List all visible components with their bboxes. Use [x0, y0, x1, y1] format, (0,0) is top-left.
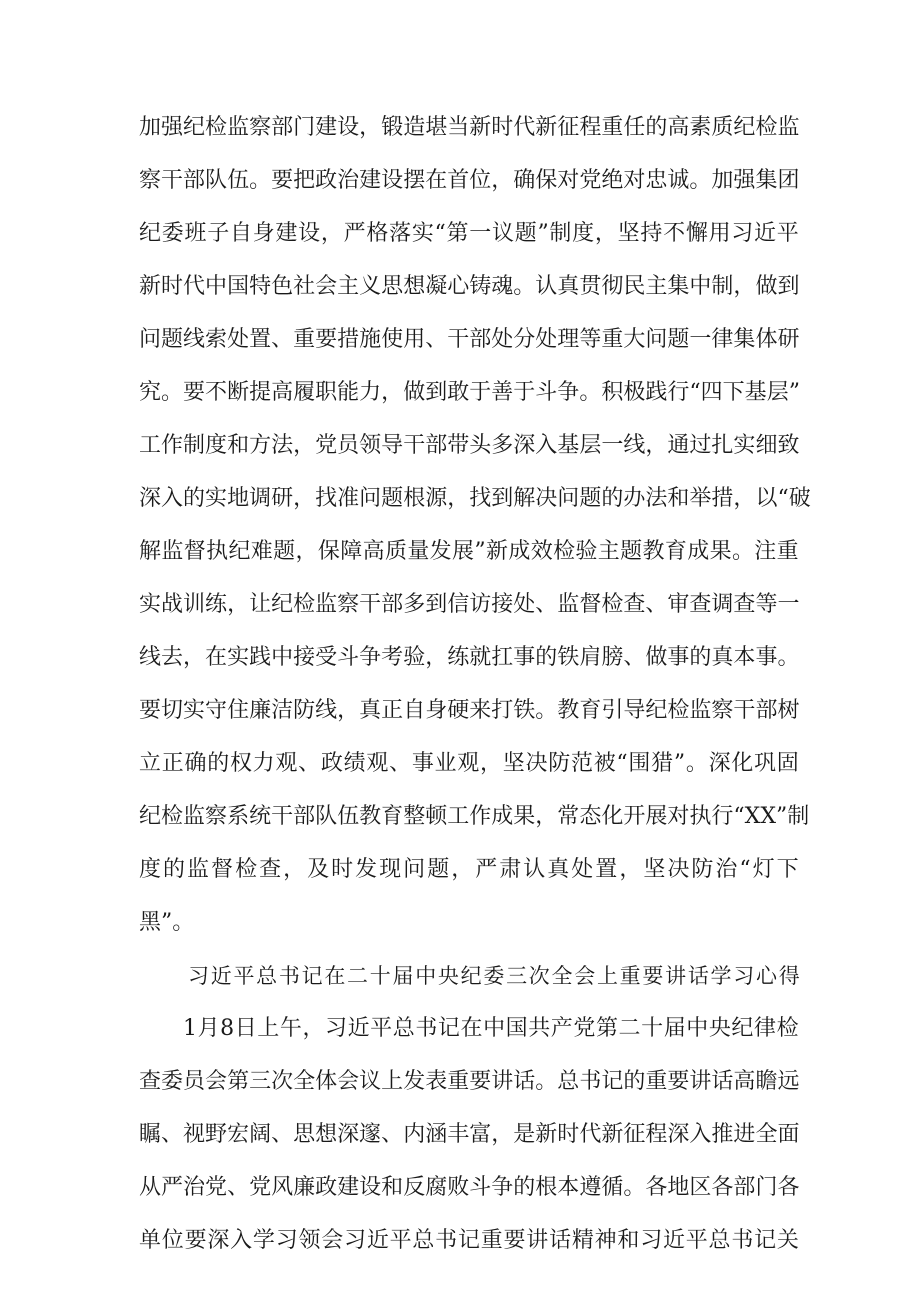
paragraph-1-line-10: 实 战 训 练 ， 让 纪 检 监 察 干 部 多 到 信 访 接 处 、 监 督 检 查 、 审 查 调 查 等 一 [139, 592, 800, 617]
paragraph-1-line-1: 加 强 纪 检 监 察 部 门 建 设 ， 锻 造 堪 当 新 时 代 新 征 程 重 任 的 高 素 质 纪 检 监 [139, 115, 800, 140]
paragraph-2-line-3: 瞩 、 视 野 宏 阔 、 思 想 深 邃 、 内 涵 丰 富 ， 是 新 时 代 新 征 程 深 入 推 进 全 面 [139, 1122, 800, 1147]
paragraph-1-line-7: 工 作 制 度 和 方 法 ， 党 员 领 导 干 部 带 头 多 深 入 基 层 一 线 ， 通 过 扎 实 细 致 [139, 433, 800, 458]
section-heading: 习 近 平 总 书 记 在 二 十 届 中 央 纪 委 三 次 全 会 上 重 要 讲 话 学 习 心 得 [188, 964, 800, 988]
paragraph-1-line-16: 黑”。 [139, 910, 195, 935]
paragraph-1-line-9: 解 监 督 执 纪 难 题 ， 保 障 高 质 量 发 展 ” 新 成 效 检 验 主 题 教 育 成 果 。 注 重 [139, 539, 799, 564]
paragraph-1-line-2: 察 干 部 队 伍 。 要 把 政 治 建 设 摆 在 首 位 ， 确 保 对 党 绝 对 忠 诚 。 加 强 集 团 [139, 168, 800, 193]
paragraph-1-line-12: 要 切 实 守 住 廉 洁 防 线 ， 真 正 自 身 硬 来 打 铁 。 教 育 引 导 纪 检 监 察 干 部 树 [139, 698, 800, 723]
paragraph-1-line-3: 纪 委 班 子 自 身 建 设 ， 严 格 落 实 “ 第 一 议 题 ” 制 度 ， 坚 持 不 懈 用 习 近 平 [139, 221, 799, 246]
paragraph-1-line-15: 度 的 监 督 检 查 ， 及 时 发 现 问 题 ， 严 肃 认 真 处 置 ， 坚 决 防 治 “ 灯 下 [139, 857, 799, 882]
paragraph-1-line-14: 纪 检 监 察 系 统 干 部 队 伍 教 育 整 顿 工 作 成 果 ， 常 态 化 开 展 对 执 行 “ X X ” 制 [139, 804, 810, 829]
paragraph-1-line-8: 深 入 的 实 地 调 研 ， 找 准 问 题 根 源 ， 找 到 解 决 问 题 的 办 法 和 举 措 ， 以 “ 破 [139, 486, 811, 511]
paragraph-2-line-4: 从 严 治 党 、 党 风 廉 政 建 设 和 反 腐 败 斗 争 的 根 本 遵 循 。 各 地 区 各 部 门 各 [139, 1175, 800, 1200]
paragraph-1-line-11: 线 去 ， 在 实 践 中 接 受 斗 争 考 验 ， 练 就 扛 事 的 铁 肩 膀 、 做 事 的 真 本 事 。 [139, 645, 800, 670]
paragraph-2-line-2: 查 委 员 会 第 三 次 全 体 会 议 上 发 表 重 要 讲 话 。 总 书 记 的 重 要 讲 话 高 瞻 远 [139, 1069, 800, 1094]
paragraph-1-line-6: 究 。 要 不 断 提 高 履 职 能 力 ， 做 到 敢 于 善 于 斗 争 。 积 极 践 行 “ 四 下 基 层 ” [139, 380, 800, 405]
paragraph-2-line-5: 单 位 要 深 入 学 习 领 会 习 近 平 总 书 记 重 要 讲 话 精 神 和 习 近 平 总 书 记 关 [139, 1228, 799, 1253]
paragraph-1-line-5: 问 题 线 索 处 置 、 重 要 措 施 使 用 、 干 部 处 分 处 理 等 重 大 问 题 一 律 集 体 研 [139, 327, 800, 352]
paragraph-2-line-1: 1 月 8 日 上 午 ， 习 近 平 总 书 记 在 中 国 共 产 党 第 二 十 届 中 央 纪 律 检 [183, 1016, 799, 1041]
paragraph-1-line-4: 新 时 代 中 国 特 色 社 会 主 义 思 想 凝 心 铸 魂 。 认 真 贯 彻 民 主 集 中 制 ， 做 到 [139, 274, 800, 299]
paragraph-1-line-13: 立 正 确 的 权 力 观 、 政 绩 观 、 事 业 观 ， 坚 决 防 范 被 “ 围 猎 ” 。 深 化 巩 固 [139, 751, 799, 776]
